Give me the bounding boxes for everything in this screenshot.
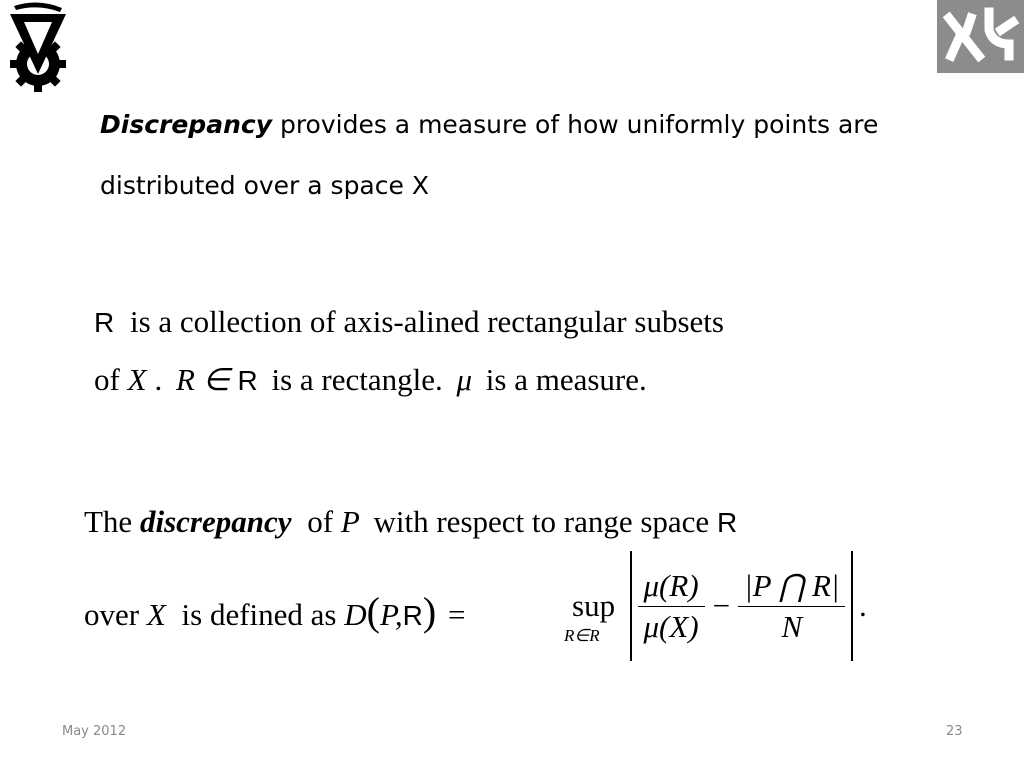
fraction-count [738,568,845,645]
discrepancy-term: discrepancy [139,504,292,539]
page-number: 23 [946,724,963,739]
minus-sign: − [712,588,731,623]
right-paren: ) [422,589,437,634]
sup-text: sup [572,588,616,623]
absolute-value-expression [630,550,867,662]
symbol-p: P [340,504,360,539]
headline-term: Discrepancy [100,110,272,139]
symbol-p-comma: P, [379,597,403,632]
left-paren: ( [366,589,380,634]
symbol-d: D [344,597,367,632]
aleph-lamed-logo-icon [937,0,1024,73]
defined-text: is defined as [181,597,337,632]
final-period: . [858,588,867,623]
fraction-mu-denominator: μ(X) [638,606,705,645]
word-over: over [84,597,140,632]
period: . [154,362,163,397]
discrepancy-definition-line-1 [84,504,737,540]
footer-date: May 2012 [62,724,127,739]
headline-rest: provides a measure of how uniformly points are distributed over a space X [100,110,879,200]
fraction-mu-numerator: μ(R) [643,567,699,603]
symbol-x-2: X [146,597,166,632]
equals-sign: = [447,597,466,632]
range-space-arg: R [402,600,423,631]
sup-subscript: R∈R [564,626,600,645]
range-space-symbol-2: R [237,365,258,396]
word-the: The [84,504,133,539]
definition-text: is a collection of axis-alined rectangular subsets [129,304,724,339]
sup-operator [564,588,616,645]
range-space-symbol: R [94,307,115,338]
word-of-2: of [307,504,334,539]
measure-text: is a measure. [485,362,647,397]
r-element-of: R ∈ [176,362,230,397]
mu-symbol: μ [456,362,473,397]
fraction-mu [638,568,705,645]
word-of: of [94,362,120,397]
headline [100,94,920,216]
definition-line-1 [94,304,724,340]
symbol-x: X [127,362,147,397]
definition-line-2 [94,362,647,398]
technion-logo-icon [0,0,76,94]
wrt-text: with respect to range space [373,504,710,539]
range-space-symbol-3: R [716,507,738,538]
rectangle-text: is a rectangle. [271,362,443,397]
fraction-count-denominator: N [738,606,845,645]
left-abs-bar [630,551,632,661]
right-abs-bar [851,551,853,661]
fraction-count-numerator: |P ⋂ R| [744,567,840,603]
